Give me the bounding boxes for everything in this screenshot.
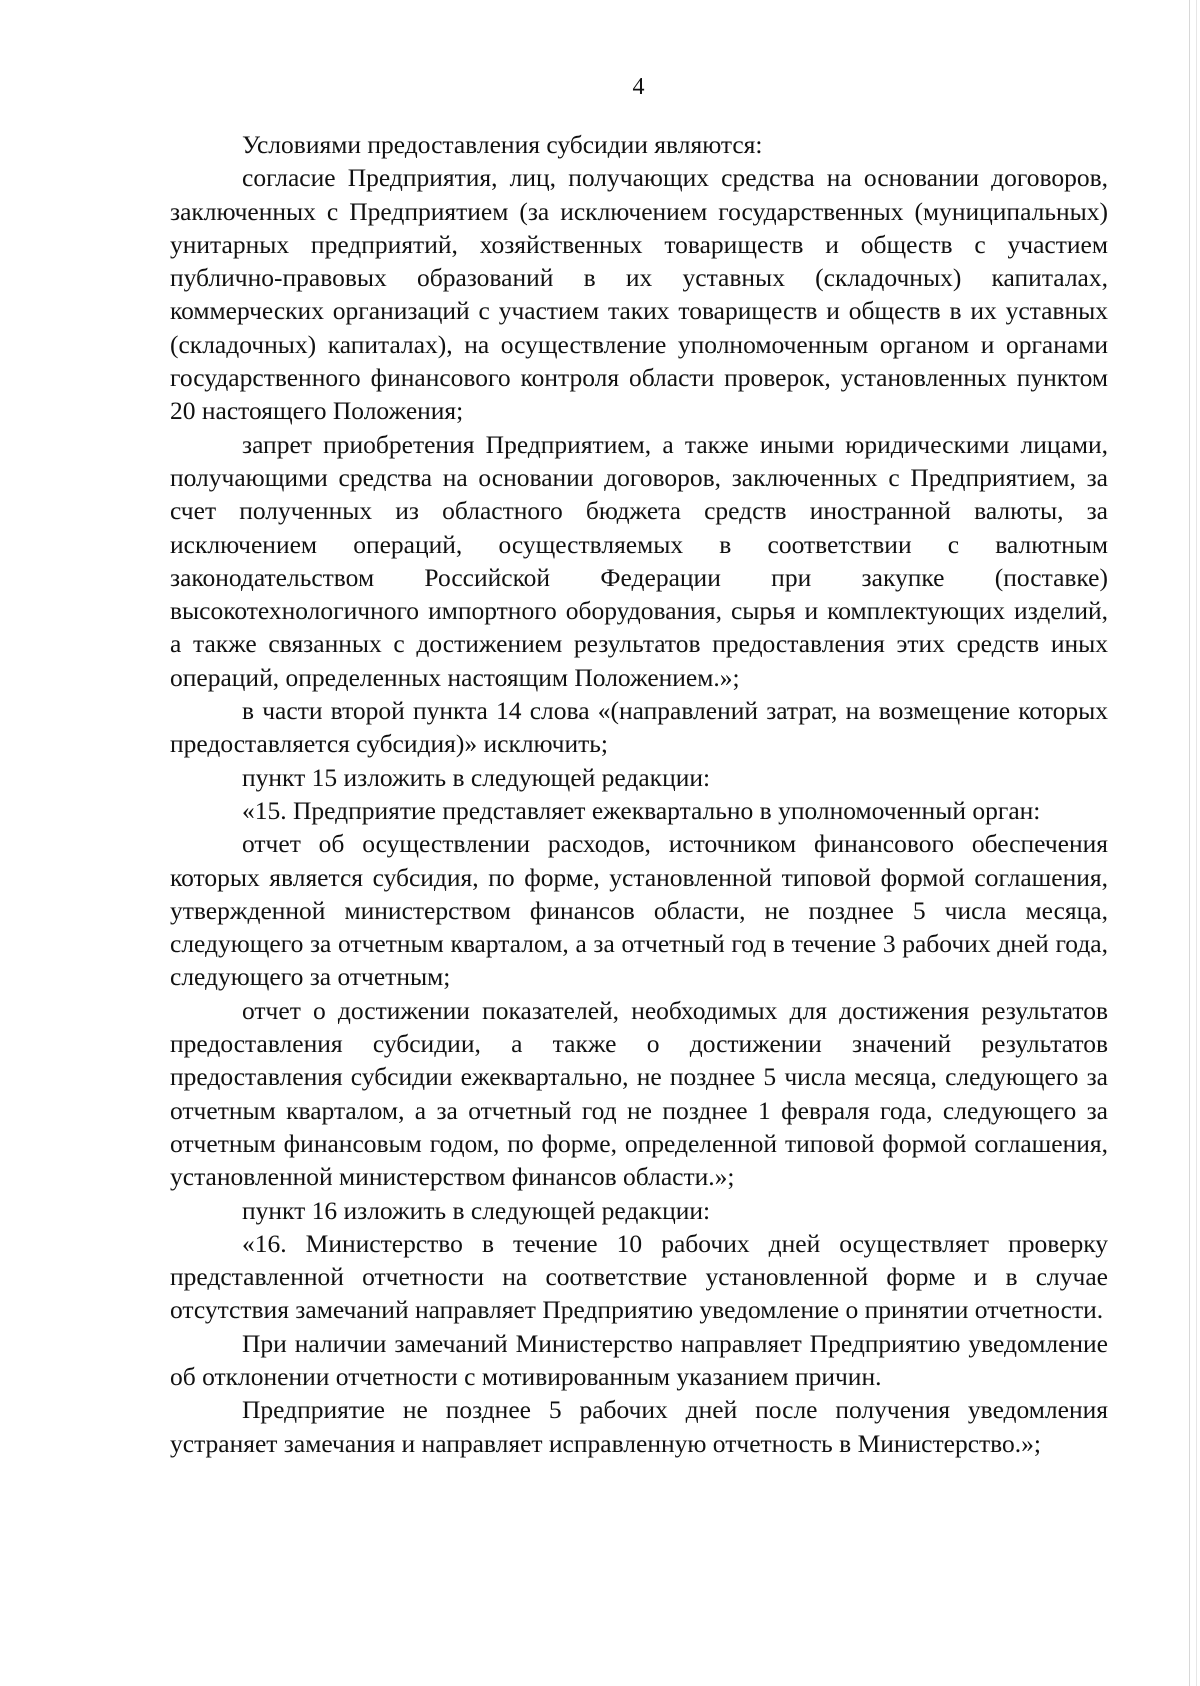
paragraph-item-16: «16. Министерство в течение 10 рабочих дней осуществляет проверку представленной отчетности на соответствие установленной форме и в случае отсутствия замечаний направляет Предприятию уведомление о принятии отчетности.: [170, 1228, 1108, 1325]
paragraph-item-16-intro: пункт 16 изложить в следующей редакции:: [242, 1195, 711, 1225]
page-edge-outer: [1196, 0, 1197, 1686]
page-edge: [1189, 0, 1190, 1686]
document-body: [170, 128, 1108, 1460]
page-number: 4: [632, 74, 645, 100]
paragraph-indicators-report: отчет о достижении показателей, необходимых для достижения результатов предоставления субсидии, а также о достижении значений результатов предоставления субсидии ежеквартально, не позднее 5 числа месяца, следующего за отчетным кварталом, а за отчетный год не позднее 1 февраля года, следующего за отчетным финансовым годом, по форме, определенной типовой формой соглашения, установленной министерством финансов области.»;: [170, 995, 1108, 1192]
paragraph-item-14: в части второй пункта 14 слова «(направлений затрат, на возмещение которых предоставляется субсидия)» исключить;: [170, 696, 1108, 759]
paragraph-remarks: При наличии замечаний Министерство направляет Предприятию уведомление об отклонении отчетности с мотивированным указанием причин.: [170, 1328, 1108, 1391]
paragraph-item-15: «15. Предприятие представляет ежеквартально в уполномоченный орган:: [242, 795, 1041, 825]
paragraph-conditions-heading: Условиями предоставления субсидии являются:: [242, 130, 763, 159]
paragraph-expense-report: отчет об осуществлении расходов, источником финансового обеспечения которых является субсидия, по форме, установленной типовой формой соглашения, утвержденной министерством финансов области, не позднее 5 числа месяца, следующего за отчетным кварталом, а за отчетный год в течение 3 рабочих дней года, следующего за отчетным;: [170, 829, 1108, 992]
paragraph-corrections: Предприятие не позднее 5 рабочих дней после получения уведомления устраняет замечания и направляет исправленную отчетность в Министерство.»;: [170, 1395, 1108, 1458]
paragraph-currency-ban: запрет приобретения Предприятием, а также иными юридическими лицами, получающими средства на основании договоров, заключенных с Предприятием, за счет полученных из областного бюджета средств иностранной валюты, за исключением операций, осуществляемых в соответствии с валютным законодательством Российской Федерации при закупке (поставке) высокотехнологичного импортного оборудования, сырья и комплектующих изделий, а также связанных с достижением результатов предоставления этих средств иных операций, определенных настоящим Положением.»;: [170, 429, 1108, 692]
paragraph-consent: согласие Предприятия, лиц, получающих средства на основании договоров, заключенных с Предприятием (за исключением государственных (муниципальных) унитарных предприятий, хозяйственных товариществ и обществ с участием публично-правовых образований в их уставных (складочных) капиталах, коммерческих организаций с участием таких товариществ и обществ в их уставных (складочных) капиталах), на осуществление уполномоченным органом и органами государственного финансового контроля области проверок, установленных пунктом 20 настоящего Положения;: [170, 163, 1108, 426]
paragraph-item-15-intro: пункт 15 изложить в следующей редакции:: [242, 762, 711, 792]
